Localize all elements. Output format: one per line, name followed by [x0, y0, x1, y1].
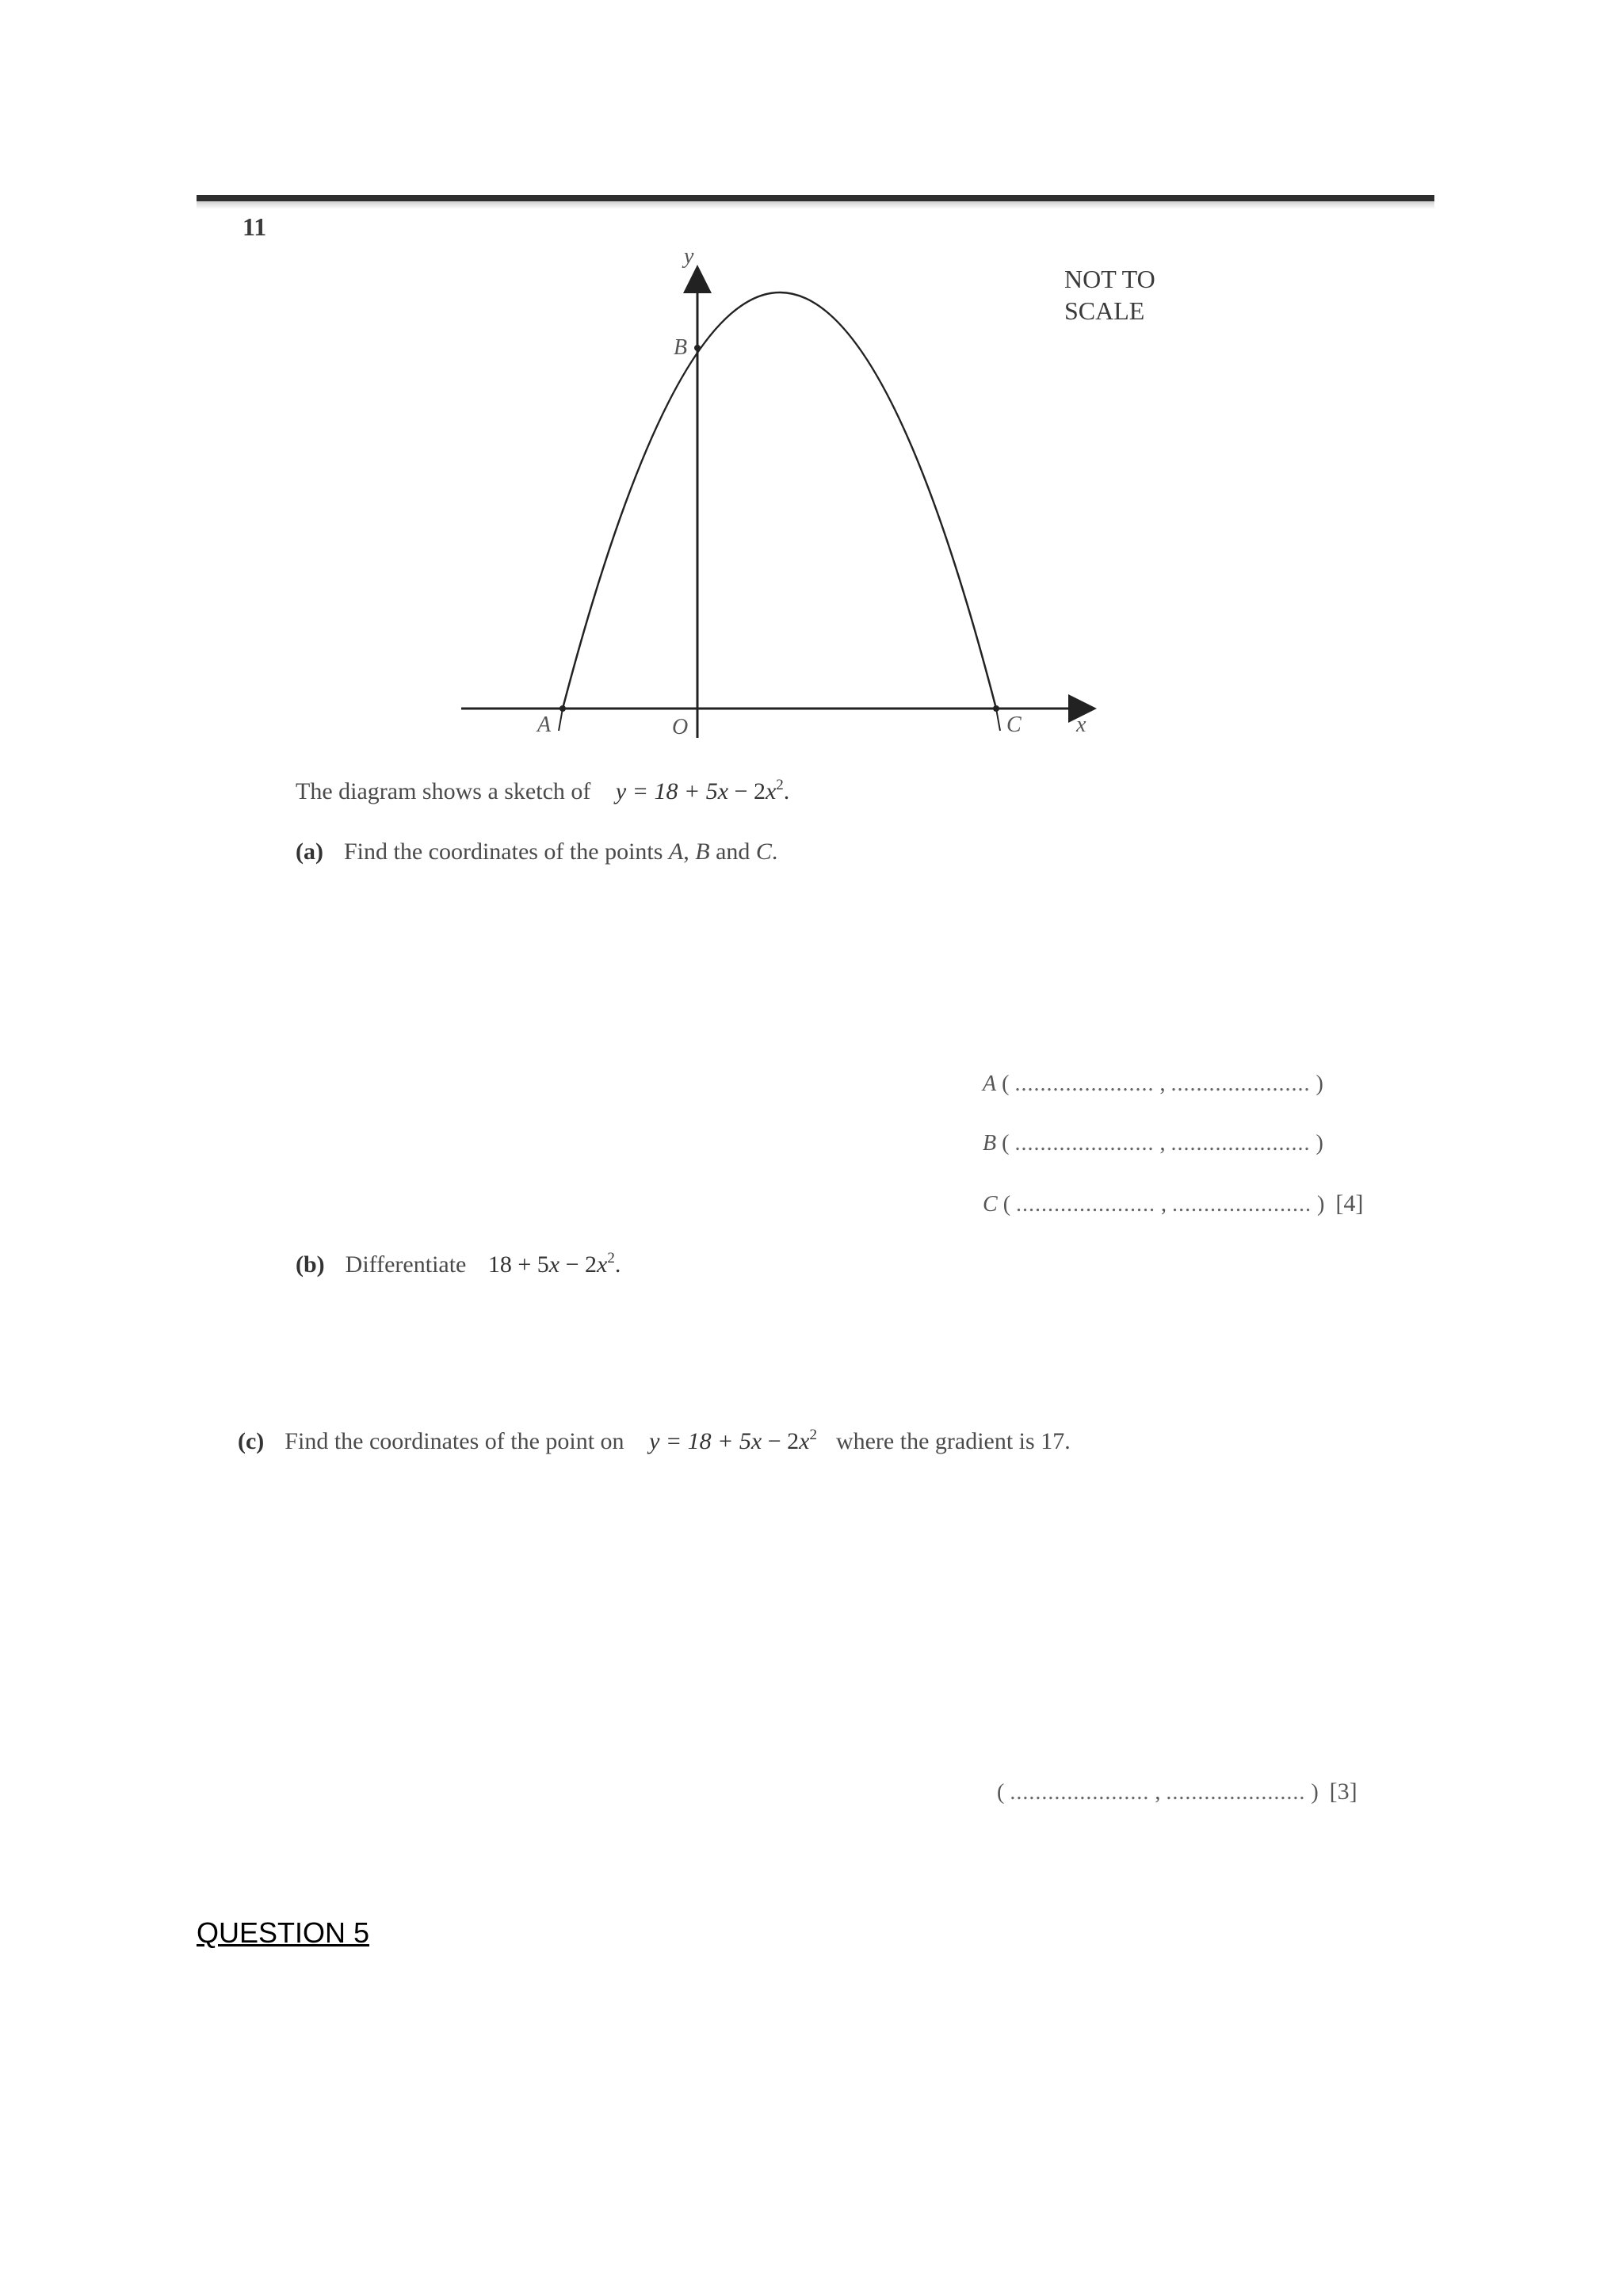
note-line-2: SCALE	[1064, 296, 1145, 325]
question-5-heading: QUESTION 5	[197, 1916, 370, 1949]
question-number: 11	[242, 212, 267, 241]
point-b-dot	[694, 345, 701, 351]
part-b-question: (b) Differentiate $18 + 5x - 2x^2$.	[296, 1250, 621, 1278]
top-rule	[197, 195, 1434, 201]
intro-line	[296, 777, 789, 805]
part-c-marks: [3]	[1329, 1778, 1358, 1805]
answer-line-part-c[interactable]: ( ...................... , ...................... ) [3]	[997, 1778, 1358, 1805]
part-c-equation: $y = 18 + 5x - 2x^2$	[649, 1427, 817, 1454]
point-a-label: A	[537, 712, 552, 737]
point-c-label: C	[1006, 712, 1022, 737]
part-c-question: (c) Find the coordinates of the point on $y = 18 + 5x - 2x^2$ where the gradient is 17.	[238, 1427, 1071, 1454]
x-axis-label: x	[1076, 712, 1086, 737]
answer-line-c[interactable]: C ( ...................... , ...................... ) [4]	[983, 1190, 1364, 1217]
part-b-label: (b)	[296, 1251, 325, 1278]
point-b-label: B	[674, 335, 688, 360]
part-a-label: (a)	[296, 839, 323, 865]
note-line-1: NOT TO	[1064, 265, 1155, 293]
answer-line-a[interactable]: A ( ...................... , ...................... )	[983, 1072, 1323, 1096]
answer-line-b[interactable]: B ( ...................... , ...................... )	[983, 1131, 1323, 1156]
part-a-question: (a) Find the coordinates of the points A, B and C.	[296, 839, 778, 865]
part-c-label: (c)	[238, 1428, 265, 1454]
parabola-curve	[563, 292, 996, 709]
part-b-expression: $18 + 5x - 2x^2$.	[487, 1250, 621, 1278]
y-axis-label: y	[684, 244, 694, 269]
intro-text: The diagram shows a sketch of	[296, 778, 591, 804]
intro-equation: $y = 18 + 5x - 2x^2$.	[615, 777, 790, 804]
top-rule-shadow	[197, 201, 1434, 209]
origin-label: O	[672, 715, 689, 739]
parabola-sketch	[444, 238, 1109, 745]
part-a-marks: [4]	[1335, 1190, 1364, 1217]
